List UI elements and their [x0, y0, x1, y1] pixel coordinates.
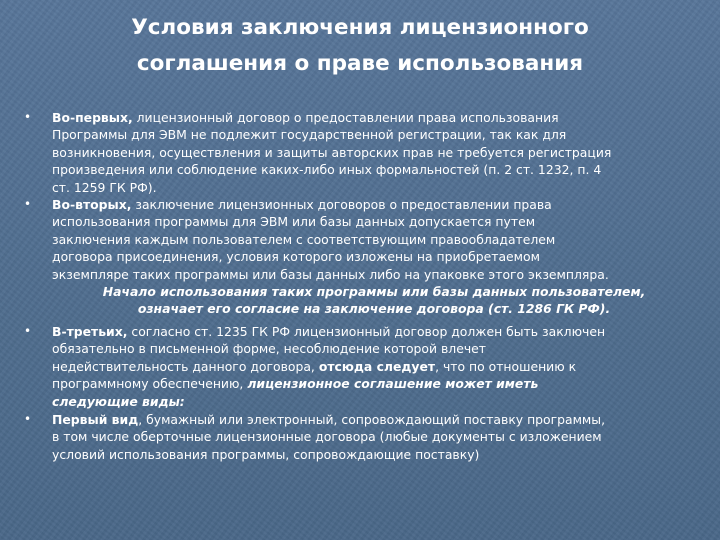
bullet-text: , бумажный или электронный, сопровождающий поставку программы,: [138, 412, 606, 427]
bullet-item-second: [24, 196, 704, 323]
bullet-lead: Во-вторых,: [52, 197, 132, 212]
bullet-line: использования программы для ЭВМ или базы данных допускается путем: [52, 214, 536, 230]
bullet-line: [52, 323, 704, 340]
bullet-dot-icon: •: [24, 197, 32, 211]
bullet-line: возникновения, осуществления и защиты авторских прав не требуется регистрация: [52, 144, 612, 160]
bullet-lead: Первый вид: [52, 412, 139, 427]
bullet-line: договора присоединения, условия которого изложены на приобретаемом: [52, 249, 540, 265]
bullet-dot-icon: •: [24, 412, 32, 426]
bullet-text: лицензионный договор о предоставлении права использования: [132, 110, 559, 125]
bullet-text: согласно ст. 1235 ГК РФ лицензионный договор должен быть заключен: [127, 324, 606, 339]
bullet-bold-text: отсюда следует: [318, 358, 436, 374]
bullet-line: [52, 411, 704, 428]
bullet-dot-icon: •: [24, 110, 32, 124]
title-line-2: соглашения о праве использования: [136, 51, 584, 76]
emphasis-line: означает его согласие на заключение договора (ст. 1286 ГК РФ).: [137, 301, 611, 317]
bullet-text: заключение лицензионных договоров о предоставлении права: [131, 197, 552, 212]
bullet-line: ст. 1259 ГК РФ).: [52, 179, 157, 195]
bullet-item-first: [24, 109, 704, 196]
bullet-text: программному обеспечению,: [52, 376, 248, 392]
bullet-text: , что по отношению к: [435, 358, 577, 374]
bullet-line: Программы для ЭВМ не подлежит государственной регистрации, так как для: [52, 127, 567, 143]
bullet-item-fourth: [24, 411, 704, 463]
bullet-line: экземпляре таких программы или базы данных либо на упаковке этого экземпляра.: [52, 266, 609, 282]
bullet-line: [52, 358, 704, 375]
bullet-line: [52, 375, 704, 392]
bullet-line: обязательно в письменной форме, несоблюдение которой влечет: [52, 341, 487, 357]
bullet-list: [24, 109, 704, 463]
bullet-line: [52, 196, 704, 213]
bullet-line: произведения или соблюдение каких-либо иных формальностей (п. 2 ст. 1232, п. 4: [52, 162, 602, 178]
bullet-emphasis-text: лицензионное соглашение может иметь: [247, 376, 539, 392]
bullet-lead: В-третьих,: [52, 324, 128, 339]
bullet-line: [52, 109, 704, 126]
bullet-lead: Во-первых,: [52, 110, 133, 125]
bullet-line: условий использования программы, сопровождающие поставку): [52, 446, 480, 462]
bullet-line: в том числе оберточные лицензионные договора (любые документы с изложением: [52, 429, 602, 445]
bullet-item-third: [24, 323, 704, 411]
bullet-text: недействительность данного договора,: [52, 358, 319, 374]
bullet-dot-icon: •: [24, 324, 32, 338]
bullet-line: заключения каждым пользователем с соответствующим правообладателем: [52, 231, 556, 247]
slide-title: [60, 10, 660, 82]
emphasis-line: Начало использования таких программы или базы данных пользователем,: [102, 284, 646, 300]
title-line-1: Условия заключения лицензионного: [131, 15, 589, 40]
bullet-line: следующие виды:: [52, 393, 185, 409]
